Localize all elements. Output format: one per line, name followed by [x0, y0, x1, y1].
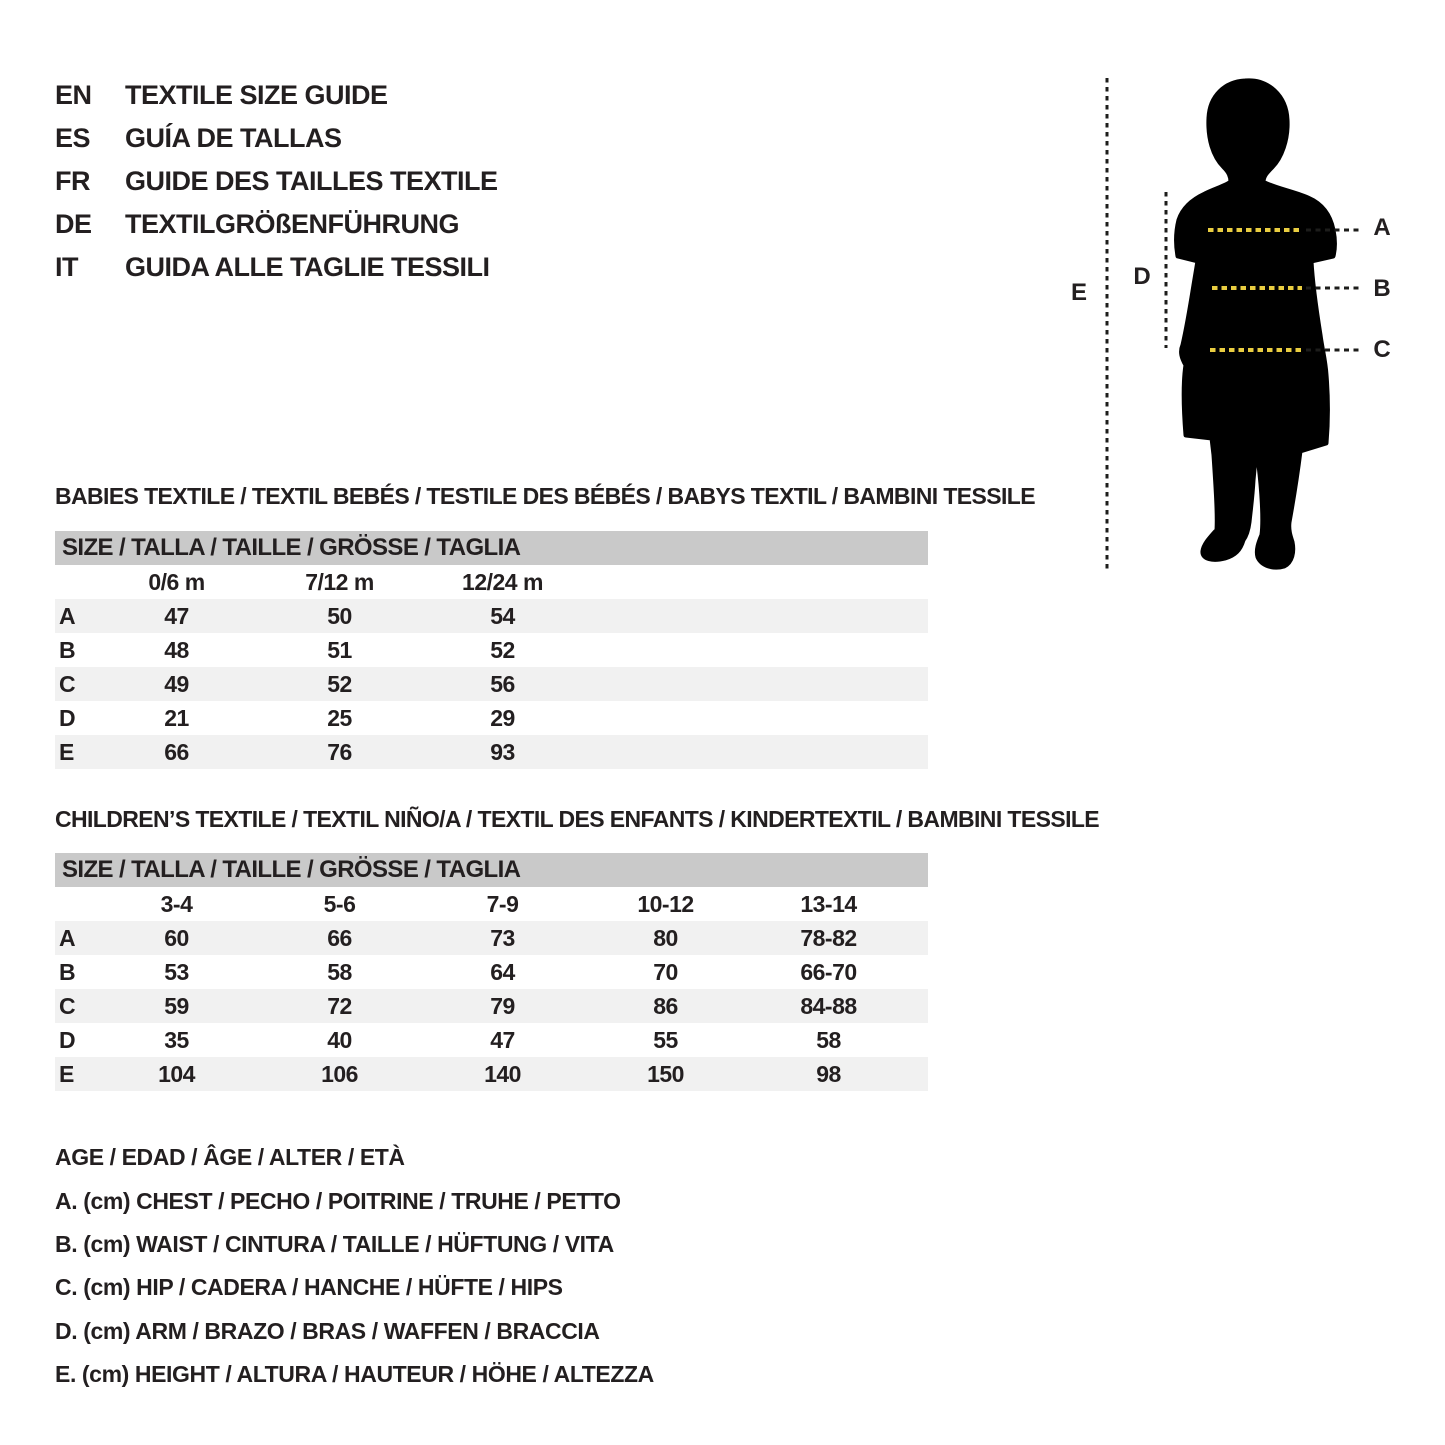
- table-row: E 66 76 93: [55, 735, 928, 769]
- table-row: C 49 52 56: [55, 667, 928, 701]
- lang-code-es: ES: [55, 123, 91, 153]
- lang-row-es: [55, 117, 498, 160]
- lang-code-en: EN: [55, 80, 92, 110]
- babies-col-12-24m: 12/24 m: [462, 568, 543, 595]
- legend-waist-line: B. (cm) WAIST / CINTURA / TAILLE / HÜFTUNG / VITA: [55, 1230, 614, 1257]
- lang-code-it: IT: [55, 252, 78, 282]
- table-row: B 53 58 64 70 66-70: [59, 958, 857, 985]
- table-row: A 60 66 73 80 78-82: [55, 921, 928, 955]
- table-row: C 59 72 79 86 84-88: [55, 989, 928, 1023]
- lang-title-it: GUIDA ALLE TAGLIE TESSILI: [125, 252, 490, 282]
- figure-label-e: E: [1070, 279, 1087, 306]
- children-size-table: [55, 853, 928, 1091]
- legend-hip-line: C. (cm) HIP / CADERA / HANCHE / HÜFTE / HIPS: [55, 1274, 563, 1301]
- babies-col-7-12m: 7/12 m: [305, 568, 374, 595]
- measurement-legend: [55, 1136, 654, 1396]
- table-row: D 35 40 47 55 58: [59, 1026, 841, 1053]
- babies-section-title: BABIES TEXTILE / TEXTIL BEBÉS / TESTILE DES BÉBÉS / BABYS TEXTIL / BAMBINI TESSILE: [55, 483, 1035, 509]
- babies-size-table: [55, 531, 928, 769]
- table-row: A 47 50 54: [55, 599, 928, 633]
- table-row: E 104 106 140 150 98: [55, 1057, 928, 1091]
- children-section-title: CHILDREN’S TEXTILE / TEXTIL NIÑO/A / TEXTIL DES ENFANTS / KINDERTEXTIL / BAMBINI TESSILE: [55, 806, 1100, 832]
- legend-age-line: AGE / EDAD / ÂGE / ALTER / ETÀ: [55, 1144, 405, 1171]
- language-title-list: [55, 74, 498, 289]
- children-column-header-row: [55, 887, 928, 921]
- lang-title-en: TEXTILE SIZE GUIDE: [125, 80, 388, 110]
- table-row: B 48 51 52: [59, 636, 515, 663]
- lang-title-de: TEXTILGRÖßENFÜHRUNG: [125, 209, 459, 239]
- lang-row-it: [55, 246, 498, 289]
- table-row: D 21 25 29: [59, 704, 515, 731]
- children-col-3-4: 3-4: [160, 890, 193, 917]
- lang-row-fr: [55, 160, 498, 203]
- children-col-13-14: 13-14: [800, 890, 857, 917]
- legend-chest-line: A. (cm) CHEST / PECHO / POITRINE / TRUHE / PETTO: [55, 1187, 621, 1214]
- measurement-figure: [1050, 60, 1445, 600]
- lang-title-fr: GUIDE DES TAILLES TEXTILE: [125, 166, 498, 196]
- children-col-10-12: 10-12: [637, 890, 694, 917]
- children-col-5-6: 5-6: [323, 890, 356, 917]
- lang-title-es: GUÍA DE TALLAS: [125, 123, 342, 153]
- children-col-7-9: 7-9: [486, 890, 519, 917]
- lang-code-de: DE: [55, 209, 92, 239]
- babies-size-header-bar: SIZE / TALLA / TAILLE / GRÖSSE / TAGLIA: [55, 531, 928, 565]
- figure-label-a: A: [1373, 214, 1391, 241]
- figure-label-c: C: [1373, 336, 1391, 363]
- figure-label-b: B: [1373, 275, 1391, 302]
- lang-code-fr: FR: [55, 166, 90, 196]
- babies-column-header-row: [55, 565, 928, 599]
- legend-height-line: E. (cm) HEIGHT / ALTURA / HAUTEUR / HÖHE / ALTEZZA: [55, 1361, 654, 1388]
- lang-row-en: [55, 74, 498, 117]
- lang-row-de: [55, 203, 498, 246]
- babies-col-0-6m: 0/6 m: [148, 568, 205, 595]
- figure-label-d: D: [1133, 263, 1151, 290]
- children-size-header-bar: SIZE / TALLA / TAILLE / GRÖSSE / TAGLIA: [55, 853, 928, 887]
- legend-arm-line: D. (cm) ARM / BRAZO / BRAS / WAFFEN / BRACCIA: [55, 1317, 600, 1344]
- child-silhouette-icon: [1177, 81, 1335, 567]
- child-silhouette-graphic: [1050, 60, 1445, 600]
